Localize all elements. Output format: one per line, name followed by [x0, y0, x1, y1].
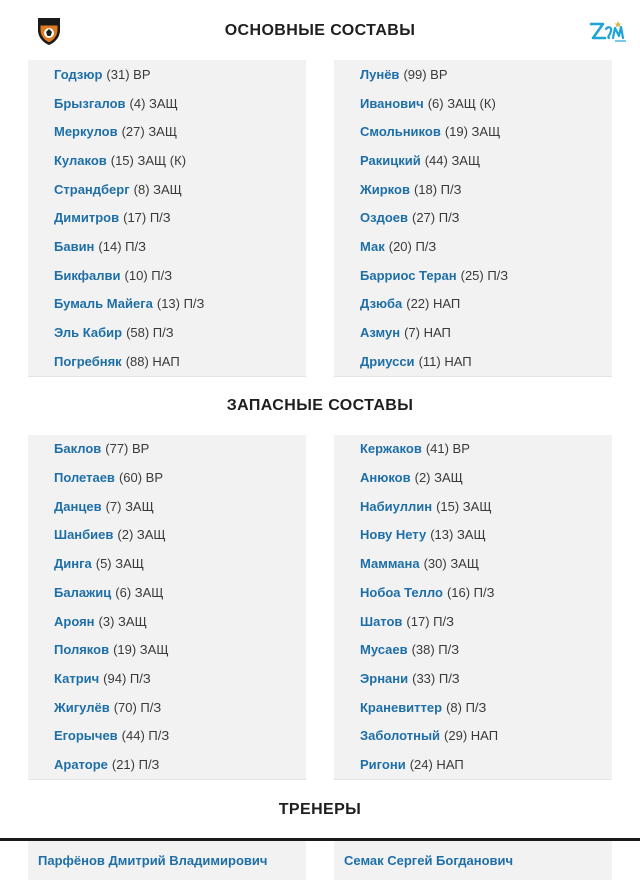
player-name[interactable]: Оздоев	[360, 210, 408, 226]
player-name[interactable]: Нобоа Телло	[360, 584, 443, 600]
player-row[interactable]	[334, 146, 612, 175]
player-info: (44) ЗАЩ	[424, 152, 481, 168]
substitutes-lineups	[0, 435, 640, 780]
player-info: (41) ВР	[425, 441, 470, 457]
player-info: (3) ЗАЩ	[98, 613, 147, 629]
player-row[interactable]	[334, 578, 612, 607]
player-name[interactable]: Бумаль Майега	[54, 296, 153, 312]
player-name[interactable]: Нову Нету	[360, 527, 427, 543]
player-row[interactable]	[28, 435, 306, 464]
player-info: (38) П/З	[411, 642, 460, 658]
away-starting-list	[334, 60, 612, 377]
player-name[interactable]: Бавин	[54, 238, 95, 254]
player-row[interactable]	[334, 290, 612, 319]
player-info: (18) П/З	[413, 181, 462, 197]
player-name[interactable]: Эль Кабир	[54, 325, 123, 341]
player-row[interactable]	[28, 578, 306, 607]
player-info: (30) ЗАЩ	[423, 556, 480, 572]
player-info: (8) П/З	[446, 699, 487, 715]
player-row[interactable]	[334, 521, 612, 550]
starting-lineups	[0, 60, 640, 377]
player-row[interactable]	[334, 463, 612, 492]
player-info: (44) П/З	[121, 728, 170, 744]
player-name[interactable]: Кулаков	[54, 152, 107, 168]
substitutes-title: ЗАПАСНЫЕ СОСТАВЫ	[226, 396, 414, 414]
starting-lineups-title: ОСНОВНЫЕ СОСТАВЫ	[224, 22, 416, 39]
player-info: (13) П/З	[156, 296, 205, 312]
starting-lineups-header	[0, 0, 640, 60]
player-name[interactable]: Кержаков	[360, 441, 422, 457]
player-info: (2) ЗАЩ	[117, 527, 166, 543]
player-row[interactable]	[28, 463, 306, 492]
player-info: (58) П/З	[126, 325, 174, 341]
player-row[interactable]	[28, 60, 306, 89]
player-name[interactable]: Смольников	[360, 124, 441, 140]
player-row[interactable]	[334, 693, 612, 722]
player-row[interactable]	[334, 203, 612, 232]
player-row[interactable]	[28, 549, 306, 578]
player-name[interactable]: Набиуллин	[360, 498, 433, 514]
player-row[interactable]	[28, 290, 306, 319]
away-coach	[334, 840, 612, 880]
player-info: (25) П/З	[460, 267, 509, 283]
player-info: (6) ЗАЩ (К)	[427, 95, 496, 111]
player-info: (94) П/З	[103, 670, 151, 686]
player-row[interactable]	[28, 721, 306, 750]
player-row[interactable]	[334, 664, 612, 693]
player-row[interactable]	[28, 750, 306, 779]
player-info: (17) П/З	[406, 613, 454, 629]
player-name[interactable]: Барриос Теран	[360, 267, 457, 283]
player-name[interactable]: Годзюр	[54, 66, 103, 82]
player-row[interactable]	[28, 232, 306, 261]
player-row[interactable]	[28, 693, 306, 722]
player-name[interactable]: Катрич	[54, 670, 100, 686]
player-row[interactable]	[334, 347, 612, 376]
player-row[interactable]	[28, 492, 306, 521]
player-info: (27) ЗАЩ	[121, 124, 178, 140]
player-row[interactable]	[334, 175, 612, 204]
player-row[interactable]	[28, 175, 306, 204]
player-name[interactable]: Анюков	[360, 470, 411, 486]
player-name[interactable]: Мусаев	[360, 642, 408, 658]
player-name[interactable]: Лунёв	[360, 66, 400, 82]
player-info: (20) П/З	[388, 238, 437, 254]
player-info: (99) ВР	[403, 66, 448, 82]
player-info: (31) ВР	[106, 66, 151, 82]
home-coach-name[interactable]: Парфёнов Дмитрий Владимирович	[38, 852, 268, 868]
player-name[interactable]: Краневиттер	[360, 699, 443, 715]
player-name[interactable]: Погребняк	[54, 353, 122, 369]
player-info: (27) П/З	[412, 210, 460, 226]
player-name[interactable]: Полетаев	[54, 470, 115, 486]
player-name[interactable]: Азмун	[360, 325, 401, 341]
player-name[interactable]: Страндберг	[54, 181, 130, 197]
player-info: (2) ЗАЩ	[414, 470, 463, 486]
player-row[interactable]	[28, 521, 306, 550]
player-name[interactable]: Ароян	[54, 613, 95, 629]
away-coach-name[interactable]: Семак Сергей Богданович	[344, 852, 514, 868]
home-coach	[28, 840, 306, 880]
away-subs-list	[334, 435, 612, 780]
player-row[interactable]	[28, 635, 306, 664]
player-row[interactable]	[334, 89, 612, 118]
player-info: (4) ЗАЩ	[129, 95, 178, 111]
player-name[interactable]: Жирков	[360, 181, 410, 197]
player-info: (16) П/З	[446, 584, 495, 600]
player-info: (24) НАП	[409, 756, 464, 772]
player-row[interactable]	[28, 89, 306, 118]
player-row[interactable]	[334, 607, 612, 636]
player-info: (14) П/З	[98, 238, 146, 254]
player-info: (17) П/З	[123, 210, 171, 226]
player-name[interactable]: Мак	[360, 238, 385, 254]
home-subs-list	[28, 435, 306, 780]
player-info: (8) ЗАЩ	[133, 181, 182, 197]
zenit-logo-icon[interactable]	[585, 18, 629, 44]
player-row[interactable]	[28, 117, 306, 146]
player-name[interactable]: Жигулёв	[54, 699, 110, 715]
player-row[interactable]	[334, 435, 612, 464]
player-name[interactable]: Ракицкий	[360, 152, 421, 168]
player-row[interactable]	[334, 549, 612, 578]
player-name[interactable]: Бикфалви	[54, 267, 121, 283]
player-info: (7) НАП	[404, 325, 451, 341]
player-info: (21) П/З	[111, 756, 160, 772]
player-name[interactable]: Заболотный	[360, 728, 441, 744]
player-name[interactable]: Динга	[54, 556, 92, 572]
player-name[interactable]: Егорычев	[54, 728, 118, 744]
player-row[interactable]	[334, 750, 612, 779]
player-info: (70) П/З	[113, 699, 162, 715]
player-row[interactable]	[334, 318, 612, 347]
player-name[interactable]: Меркулов	[54, 124, 118, 140]
coaches-title: ТРЕНЕРЫ	[278, 800, 362, 818]
home-starting-list	[28, 60, 306, 377]
player-row[interactable]	[334, 232, 612, 261]
player-info: (15) ЗАЩ (К)	[110, 152, 187, 168]
player-row[interactable]	[28, 261, 306, 290]
player-info: (60) ВР	[118, 470, 164, 486]
substitutes-header	[0, 377, 640, 435]
player-row[interactable]	[28, 146, 306, 175]
player-info: (19) ЗАЩ	[444, 124, 501, 140]
player-name[interactable]: Шанбиев	[54, 527, 114, 543]
player-name[interactable]: Араторе	[54, 756, 108, 772]
coaches-header	[0, 780, 640, 840]
player-name[interactable]: Дриусси	[360, 353, 415, 369]
player-row[interactable]	[334, 261, 612, 290]
player-info: (19) ЗАЩ	[113, 642, 169, 658]
player-info: (77) ВР	[105, 441, 150, 457]
player-info: (33) П/З	[412, 670, 460, 686]
player-row[interactable]	[334, 721, 612, 750]
player-name[interactable]: Эрнани	[360, 670, 409, 686]
player-row[interactable]	[334, 635, 612, 664]
player-name[interactable]: Данцев	[54, 498, 102, 514]
player-row[interactable]	[28, 607, 306, 636]
player-row[interactable]	[334, 492, 612, 521]
player-row[interactable]	[28, 664, 306, 693]
player-info: (10) П/З	[124, 267, 173, 283]
player-name[interactable]: Маммана	[360, 556, 420, 572]
player-name[interactable]: Шатов	[360, 613, 403, 629]
player-name[interactable]: Балажиц	[54, 584, 112, 600]
player-info: (15) ЗАЩ	[436, 498, 492, 514]
player-row[interactable]	[334, 117, 612, 146]
player-name[interactable]: Ригони	[360, 756, 406, 772]
player-info: (11) НАП	[418, 353, 472, 369]
player-name[interactable]: Баклов	[54, 441, 102, 457]
player-info: (22) НАП	[406, 296, 461, 312]
player-row[interactable]	[28, 318, 306, 347]
player-info: (13) ЗАЩ	[430, 527, 486, 543]
player-row[interactable]	[28, 347, 306, 376]
player-info: (5) ЗАЩ	[95, 556, 144, 572]
player-name[interactable]: Поляков	[54, 642, 110, 658]
player-name[interactable]: Димитров	[54, 210, 120, 226]
player-row[interactable]	[28, 203, 306, 232]
player-info: (29) НАП	[444, 728, 499, 744]
player-name[interactable]: Дзюба	[360, 296, 403, 312]
player-name[interactable]: Брызгалов	[54, 95, 126, 111]
player-info: (6) ЗАЩ	[115, 584, 164, 600]
player-row[interactable]	[334, 60, 612, 89]
coaches-row	[0, 840, 640, 880]
player-name[interactable]: Иванович	[360, 95, 424, 111]
player-info: (7) ЗАЩ	[105, 498, 154, 514]
player-info: (88) НАП	[125, 353, 180, 369]
